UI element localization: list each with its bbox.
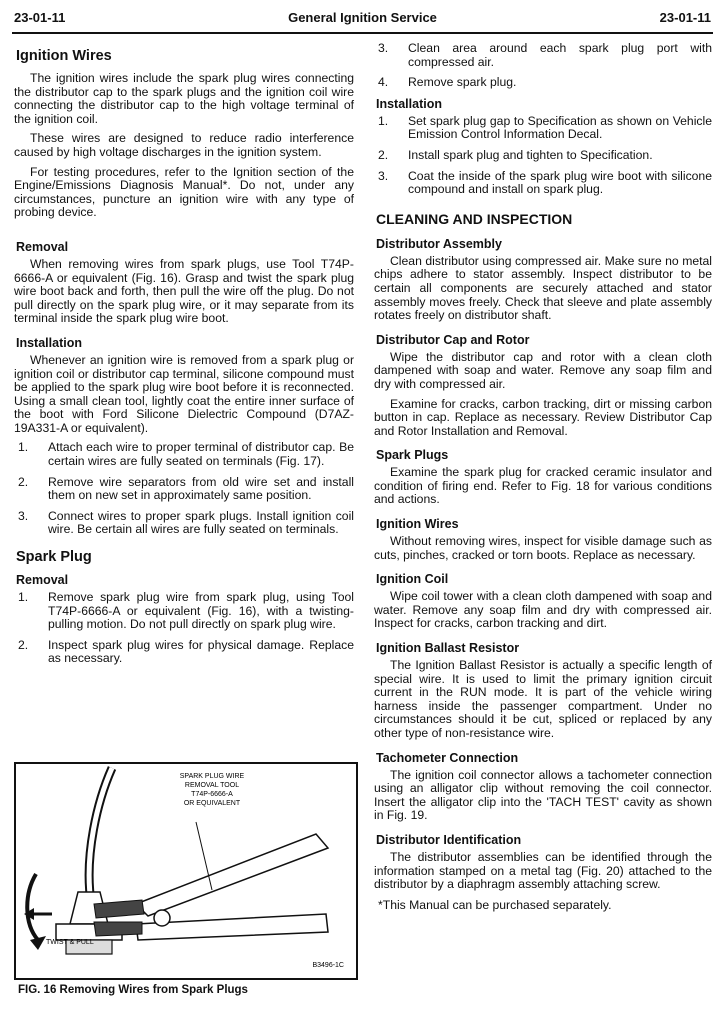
installation-heading: Installation — [16, 335, 82, 350]
figure-label: REMOVAL TOOL — [184, 782, 240, 789]
installation-heading: Installation — [376, 96, 442, 111]
cleaning-inspection-heading: CLEANING AND INSPECTION — [376, 210, 573, 227]
ignition-wires-heading: Ignition Wires — [376, 517, 459, 532]
spark-plugs-para: Examine the spark plug for cracked ceramic insulator and condition of firing end. Refer to Fig. 18 for various conditions and actions. — [374, 465, 712, 507]
figure-caption: FIG. 16 Removing Wires from Spark Plugs — [18, 984, 248, 996]
figure-16 — [14, 762, 358, 980]
ignition-coil-para: Wipe coil tower with a clean cloth dampened with soap and water. Remove any soap film and dry with compressed air. Inspect for cracks, carbon tracking and dirt. — [374, 589, 712, 631]
ignition-wires-para-3: For testing procedures, refer to the Ignition section of the Engine/Emissions Diagnosis Manual*. Do not, under any circumstances, puncture an ignition wire with any type of probing device. — [14, 164, 354, 220]
left-column — [14, 42, 354, 673]
installation-steps — [374, 115, 712, 197]
spark-plug-removal-heading: Removal — [16, 573, 69, 588]
removal-heading: Removal — [16, 239, 69, 254]
list-item: 4. Remove spark plug. — [378, 75, 517, 90]
ignition-coil-heading: Ignition Coil — [376, 572, 449, 587]
page-number-right: 23-01-11 — [659, 10, 711, 25]
figure-label: T74P-6666-A — [191, 791, 233, 798]
tachometer-heading: Tachometer Connection — [376, 750, 519, 765]
right-column — [374, 42, 712, 912]
cap-rotor-para-1: Wipe the distributor cap and rotor with a clean cloth dampened with soap and water. Remove any soap film and dry with compressed air. — [374, 349, 712, 391]
distributor-id-heading: Distributor Identification — [376, 832, 522, 847]
spark-plug-removal-steps — [14, 591, 354, 666]
cap-rotor-heading: Distributor Cap and Rotor — [376, 332, 530, 347]
removal-para: When removing wires from spark plugs, use Tool T74P-6666-A or equivalent (Fig. 16). Grasp and twist the spark plug wire boot back and forth, then pull the wire off the plug. Do not pull directly on the spark plug wire, or it may separate from its terminal inside the spark plug wire boot. — [14, 256, 354, 326]
spark-plugs-heading: Spark Plugs — [376, 448, 449, 463]
page-title: General Ignition Service — [288, 10, 437, 25]
list-item: 3. Clean area around each spark plug port with compressed air. — [378, 41, 712, 69]
list-item: 2. Inspect spark plug wires for physical damage. Replace as necessary. — [18, 637, 354, 666]
ignition-wires-para-2: These wires are designed to reduce radio interference caused by high voltage discharges in the ignition system. — [14, 131, 354, 159]
figure-label: OR EQUIVALENT — [183, 800, 241, 807]
installation-para: Whenever an ignition wire is removed from a spark plug or ignition coil or distributor cap terminal, silicone compound must be applied to the spark plug wire boot before it is reconnected. Using a small clean tool, lightly coat the entire inner surface of the boot with Ford Silicone Dielectric Compound (D7AZ-19A331-A or equivalent). — [14, 352, 354, 435]
list-item: 1. Remove spark plug wire from spark plug, using Tool T74P-6666-A or equivalent (Fig. 16), with a twisting-pulling motion. Do not pull directly on spark plug wire. — [18, 590, 354, 632]
list-item: 3. Coat the inside of the spark plug wire boot with silicone compound and install on spark plug. — [378, 168, 712, 197]
installation-steps — [14, 441, 354, 537]
list-item: 1. Set spark plug gap to Specification as shown on Vehicle Emission Control Information Decal. — [378, 113, 712, 142]
figure-label: TWIST & PULL — [46, 939, 94, 946]
cap-rotor-para-2: Examine for cracks, carbon tracking, dirt or missing carbon button in cap. Replace as necessary. Review Distributor Cap and Rotor Installation and Removal. — [374, 396, 712, 438]
ignition-wires-para: Without removing wires, inspect for visible damage such as cuts, pinches, cracked or torn boots. Replace as necessary. — [374, 534, 712, 562]
list-item: 3. Connect wires to proper spark plugs. Install ignition coil wire. Be certain all wires are fully seated on terminals. — [18, 508, 354, 537]
list-item: 2. Remove wire separators from old wire set and install them on new set in approximately same position. — [18, 474, 354, 503]
ignition-wires-heading: Ignition Wires — [16, 48, 112, 64]
wire-removal-tool-illustration — [16, 764, 352, 974]
ignition-wires-para-1: The ignition wires include the spark plug wires connecting the distributor cap to the spark plugs and the ignition coil wire connecting the distributor cap to the high voltage terminal of the ignition coil. — [14, 71, 354, 126]
page-header — [12, 6, 713, 34]
ballast-resistor-heading: Ignition Ballast Resistor — [376, 641, 520, 656]
spark-plug-heading: Spark Plug — [16, 549, 92, 566]
list-item: 1. Attach each wire to proper terminal of distributor cap. Be certain wires are fully seated on terminals (Fig. 17). — [18, 440, 354, 469]
ballast-resistor-para: The Ignition Ballast Resistor is actually a specific length of special wire. It is used to limit the primary ignition circuit current in the RUN mode. It is part of the vehicle wiring harness inside the passenger compartment. Under no circumstances should it be cut, spliced or replaced by any other type of non-resistance wire. — [374, 658, 712, 740]
figure-code: B3496-1C — [312, 962, 344, 969]
removal-continued-steps — [374, 42, 712, 90]
tachometer-para: The ignition coil connector allows a tachometer connection using an alligator clip without removing the coil connector. Insert the alligator clip into the 'TACH TEST' cavity as shown in Fig. 19. — [374, 767, 712, 823]
footnote: *This Manual can be purchased separately. — [378, 897, 612, 912]
list-item: 2. Install spark plug and tighten to Specification. — [378, 147, 653, 162]
distributor-assembly-para: Clean distributor using compressed air. Make sure no metal chips adhere to stator assembly. Inspect distributor to be certain all components are securely attached and stator assembly moves freely. Check that sleeve and plate assembly rotates freely on distributor shaft. — [374, 253, 712, 323]
distributor-id-para: The distributor assemblies can be identified through the information stamped on a metal tag (Fig. 20) attached to the distributor by a diaphragm assembly attaching screw. — [374, 849, 712, 892]
page-number-left: 23-01-11 — [14, 10, 66, 25]
figure-label: SPARK PLUG WIRE — [179, 773, 245, 780]
distributor-assembly-heading: Distributor Assembly — [376, 236, 502, 251]
